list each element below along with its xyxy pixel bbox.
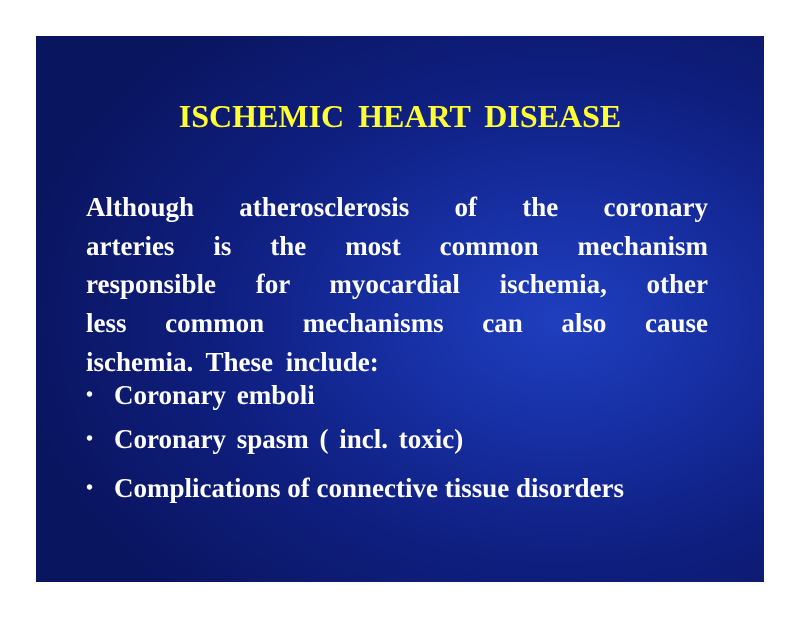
paragraph-line: arteries is the most common mechanism — [86, 231, 708, 261]
slide — [36, 36, 764, 582]
bullet-icon: • — [86, 428, 94, 450]
bullet-text: Coronary spasm ( incl. toxic) — [114, 424, 464, 454]
paragraph-line: less common mechanisms can also cause — [86, 308, 708, 338]
bullet-icon: • — [86, 477, 94, 499]
bullet-icon: • — [86, 384, 94, 406]
bullet-text: Complications of connective tissue disorders — [114, 473, 624, 503]
bullet-text: Coronary emboli — [114, 380, 315, 410]
paragraph-line: ischemia. These include: — [86, 347, 379, 377]
paragraph-line: responsible for myocardial ischemia, other — [86, 269, 708, 299]
paragraph-line: Although atherosclerosis of the coronary — [86, 192, 708, 222]
slide-title: ISCHEMIC HEART DISEASE — [178, 98, 622, 134]
